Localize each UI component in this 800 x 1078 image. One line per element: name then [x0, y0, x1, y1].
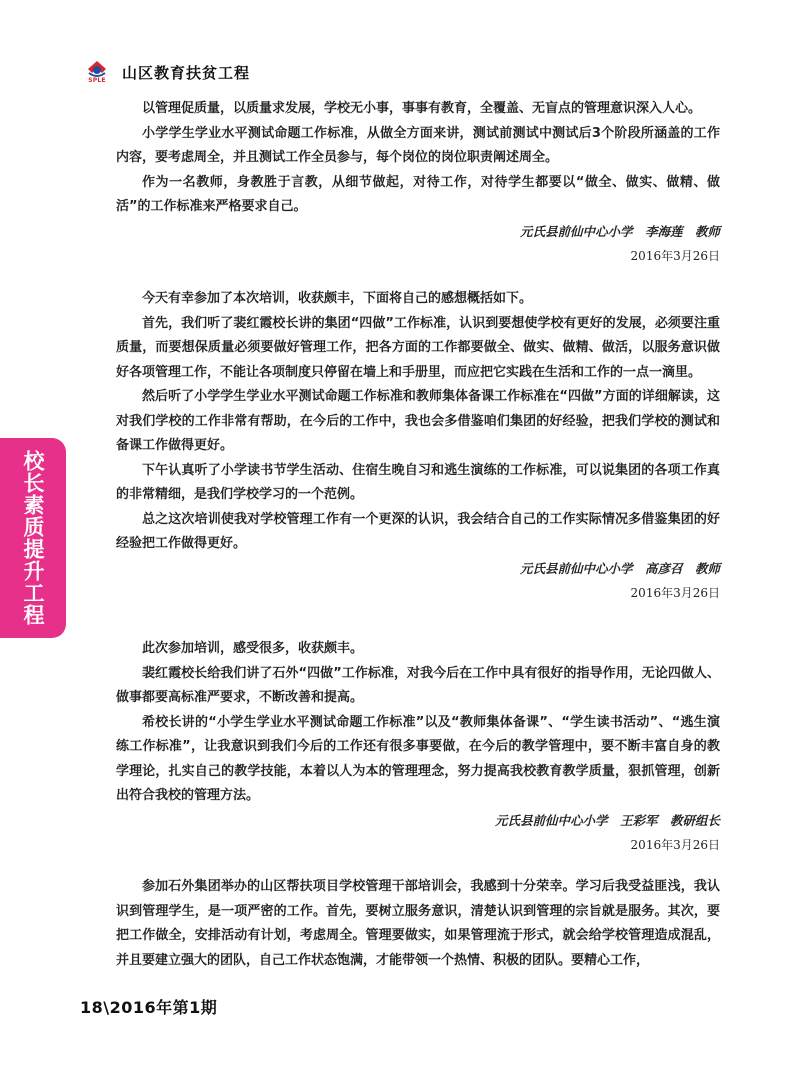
paragraph: 此次参加培训，感受很多，收获颇丰。: [142, 641, 364, 656]
paragraph: 以管理促质量，以质量求发展，学校无小事，事事有教育，全覆盖、无盲点的管理意识深入人心。: [142, 101, 702, 116]
paragraph: 下午认真听了小学读书节学生活动、住宿生晚自习和逃生演练的工作标准，可以说集团的各项工作真的非常精细，是我们学校学习的一个范例。: [116, 462, 720, 502]
logo-text: SPLE: [88, 77, 106, 84]
page-footer: 18\2016年第1期: [80, 998, 218, 1017]
signature: 元氏县前仙中心小学 王彩军 教研组长: [494, 812, 720, 828]
paragraph: 总之这次培训使我对学校管理工作有一个更深的认识，我会结合自己的工作实际情况多借鉴集团的好经验把工作做得更好。: [116, 511, 720, 551]
signature: 元氏县前仙中心小学 李海莲 教师: [519, 223, 720, 239]
side-tab-label: 校长素质提升工程: [21, 450, 45, 626]
article-section: [116, 875, 720, 973]
paragraph: 作为一名教师，身教胜于言教，从细节做起，对待工作，对待学生都要以“做全、做实、做精、做活”的工作标准来严格要求自己。: [116, 174, 720, 214]
logo-icon: [80, 60, 114, 84]
article-section: [116, 97, 720, 268]
date: 2016年3月26日: [630, 585, 720, 600]
paragraph: 首先，我们听了裴红霞校长讲的集团“四做”工作标准，认识到要想使学校有更好的发展，必须要注重质量，而要想保质量必须要做好管理工作，把各方面的工作都要做全、做实、做精、做活，以服务意识做好各项管理工作，不能让各项制度只停留在墙上和手册里，而应把它实践在生活和工作的一点一滴里。: [116, 315, 720, 380]
date: 2016年3月26日: [630, 248, 720, 263]
paragraph: 参加石外集团举办的山区帮扶项目学校管理干部培训会，我感到十分荣幸。学习后我受益匪浅，我认识到管理学生，是一项严密的工作。首先，要树立服务意识，清楚认识到管理的宗旨就是服务。其次，要把工作做全，安排活动有计划，考虑周全。管理要做实，如果管理流于形式，就会给学校管理造成混乱，并且要建立强大的团队，自己工作状态饱满，才能带领一个热情、积极的团队。要精心工作，: [116, 879, 720, 968]
signature: 元氏县前仙中心小学 高彦召 教师: [519, 560, 720, 576]
paragraph: 裴红霞校长给我们讲了石外“四做”工作标准，对我今后在工作中具有很好的指导作用，无论四做人、做事都要高标准严要求，不断改善和提高。: [116, 665, 720, 705]
paragraph: 今天有幸参加了本次培训，收获颇丰，下面将自己的感想概括如下。: [142, 291, 533, 306]
article-section: [116, 637, 720, 857]
article-section: [116, 287, 720, 605]
paragraph: 希校长讲的“小学生学业水平测试命题工作标准”以及“教师集体备课”、“学生读书活动”、“逃生演练工作标准”，让我意识到我们今后的工作还有很多事要做，在今后的教学管理中，要不断丰富自身的教学理论，扎实自己的教学技能，本着以人为本的管理理念，努力提高我校教育教学质量，狠抓管理，创新出符合我校的管理方法。: [116, 714, 720, 803]
side-tab: [0, 438, 66, 638]
paragraph: 小学学生学业水平测试命题工作标准，从做全方面来讲，测试前测试中测试后3个阶段所涵盖的工作内容，要考虑周全，并且测试工作全员参与，每个岗位的岗位职责阐述周全。: [116, 125, 720, 165]
date: 2016年3月26日: [630, 837, 720, 852]
paragraph: 然后听了小学学生学业水平测试命题工作标准和教师集体备课工作标准在“四做”方面的详细解读，这对我们学校的工作非常有帮助，在今后的工作中，我也会多借鉴咱们集团的好经验，把我们学校的测试和备课工作做得更好。: [116, 389, 720, 453]
page-header: [80, 60, 250, 84]
header-title: 山区教育扶贫工程: [122, 63, 251, 82]
